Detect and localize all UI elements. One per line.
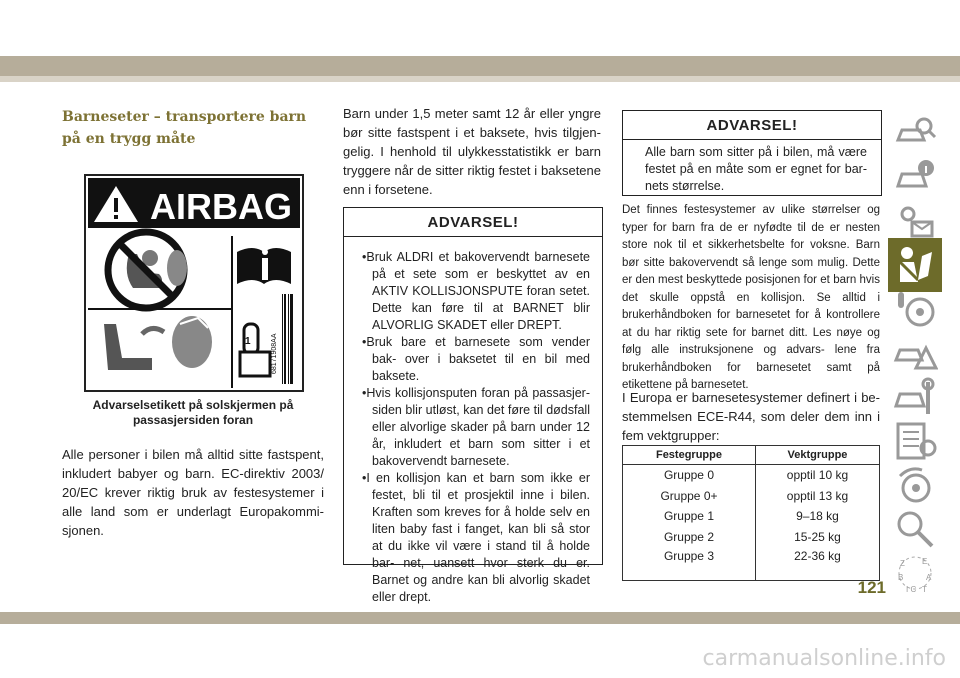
right-paragraph-1: Det finnes festesystemer av ulike størrelser og typer for barn fra de er nyfødte til de er nesten store nok til et sikkerhetsbelte for voksne. Barn bør sitte bakovervendt så lenge som mulig. Dette er den mest beskyttede posisjonen for et barn hvis det skulle oppstå en kollisjon. Se alltid i brukerhåndboken for barnesetet for å kontrollere at du har riktig sete for barnet ditt. Les nøye og følg alle instruksjonene og advars- lene fra brukerhåndboken for barnesetet samt på etikettene på barnesetet. [622, 204, 880, 391]
svg-text:B: B [898, 573, 904, 582]
chapter-tab-alphabetical-index[interactable] [888, 546, 942, 600]
svg-text:I C: I C [906, 585, 917, 594]
right-paragraph-2: I Europa er barnesetesystemer definert i be- stemmelsen ECE-R44, som deler dem inn i fem vektgrupper: [622, 390, 880, 443]
top-band [0, 56, 960, 76]
table-row [623, 547, 880, 581]
table-cell: 22-36 kg [755, 547, 879, 581]
table-cell: Gruppe 2 [623, 527, 756, 548]
main-warning-box [343, 207, 603, 604]
svg-text:T: T [922, 585, 927, 594]
left-paragraph: Alle personer i bilen må alltid sitte fastspent, inkludert babyer og barn. EC-direktiv 2003/ 20/EC krever riktig bruk av festesystemer i alle land som er underlagt Europakommi- sjonen. [62, 447, 324, 538]
svg-text:A: A [926, 573, 932, 582]
small-warning-box [622, 110, 882, 196]
table-row [623, 486, 880, 507]
svg-text:E: E [922, 557, 928, 566]
table-cell: Gruppe 1 [623, 506, 756, 527]
warning-item: • Hvis kollisjonsputen foran på passasjer- siden blir utløst, kan det føre til dødsfall eller alvorlige skader på barn under 12 år, inkludert et barn som sitter i et bakovervendt barnesete. [358, 385, 590, 470]
top-band-light [0, 76, 960, 82]
table-cell: 9–18 kg [755, 506, 879, 527]
weight-group-table [622, 445, 880, 581]
svg-text:Z: Z [900, 559, 905, 568]
watermark: carmanualsonline.info [702, 646, 946, 671]
barcode [280, 294, 294, 384]
table-cell: 15-25 kg [755, 527, 879, 548]
table-cell: opptil 10 kg [755, 465, 879, 486]
table-cell: opptil 13 kg [755, 486, 879, 507]
table-row [623, 506, 880, 527]
warning-item: • I en kollisjon kan et barn som ikke er festet, bli til et prosjektil inne i bilen. Kraften som kreves for å holde selv en liten baby fast i fanget, kan bli så stor at du ikke vil være i stand til å holde bar- net, uansett hvor sterk du er. Barnet og andre kan bli alvorlig skadet eller drept. [358, 470, 590, 606]
section-heading: Barneseter – transportere barn på en trygg måte [62, 109, 307, 147]
table-cell: Gruppe 3 [623, 547, 756, 581]
middle-paragraph: Barn under 1,5 meter samt 12 år eller yngre bør sitte fastspent i et baksete, hvis tilgjen- gelig. I henhold til ulykkesstatistikk er barn tryggere når de sitter riktig festet i baksetene enn i forsetene. [343, 106, 601, 197]
table-header: Festegruppe [623, 446, 756, 465]
table-cell: Gruppe 0+ [623, 486, 756, 507]
small-warning-body: Alle barn som sitter på i bilen, må være festet på en måte som er egnet for bar- nets størrelse. [645, 145, 867, 193]
warning-title: ADVARSEL! [344, 208, 602, 237]
figure-caption: Advarselsetikett på solskjermen på passasjersiden foran [92, 398, 294, 427]
table-cell: Gruppe 0 [623, 465, 756, 486]
page-number: 121 [857, 578, 886, 597]
small-warning-title: ADVARSEL! [623, 111, 881, 140]
warning-item: • Bruk ALDRI et bakovervendt barnesete på et sete som er beskyttet av en AKTIV KOLLISJONSPUTE foran setet. Dette kan føre til at BARNET blir ALVORLIG SKADET eller DREPT. [358, 249, 590, 334]
warning-item: • Bruk bare et barnesete som vender bak- over i baksetet til en bil med baksete. [358, 334, 590, 385]
barcode-text: 68171908AA [271, 333, 278, 374]
bottom-band [0, 612, 960, 624]
alphabet-index-icon [892, 550, 938, 596]
table-header: Vektgruppe [755, 446, 879, 465]
airbag-label-title: AIRBAG [150, 186, 292, 227]
airbag-warning-label-figure [84, 174, 304, 392]
table-row [623, 465, 880, 486]
table-row [623, 527, 880, 548]
warning-list [344, 237, 602, 614]
manual-info-icon [234, 240, 296, 288]
svg-text:1: 1 [245, 336, 251, 347]
